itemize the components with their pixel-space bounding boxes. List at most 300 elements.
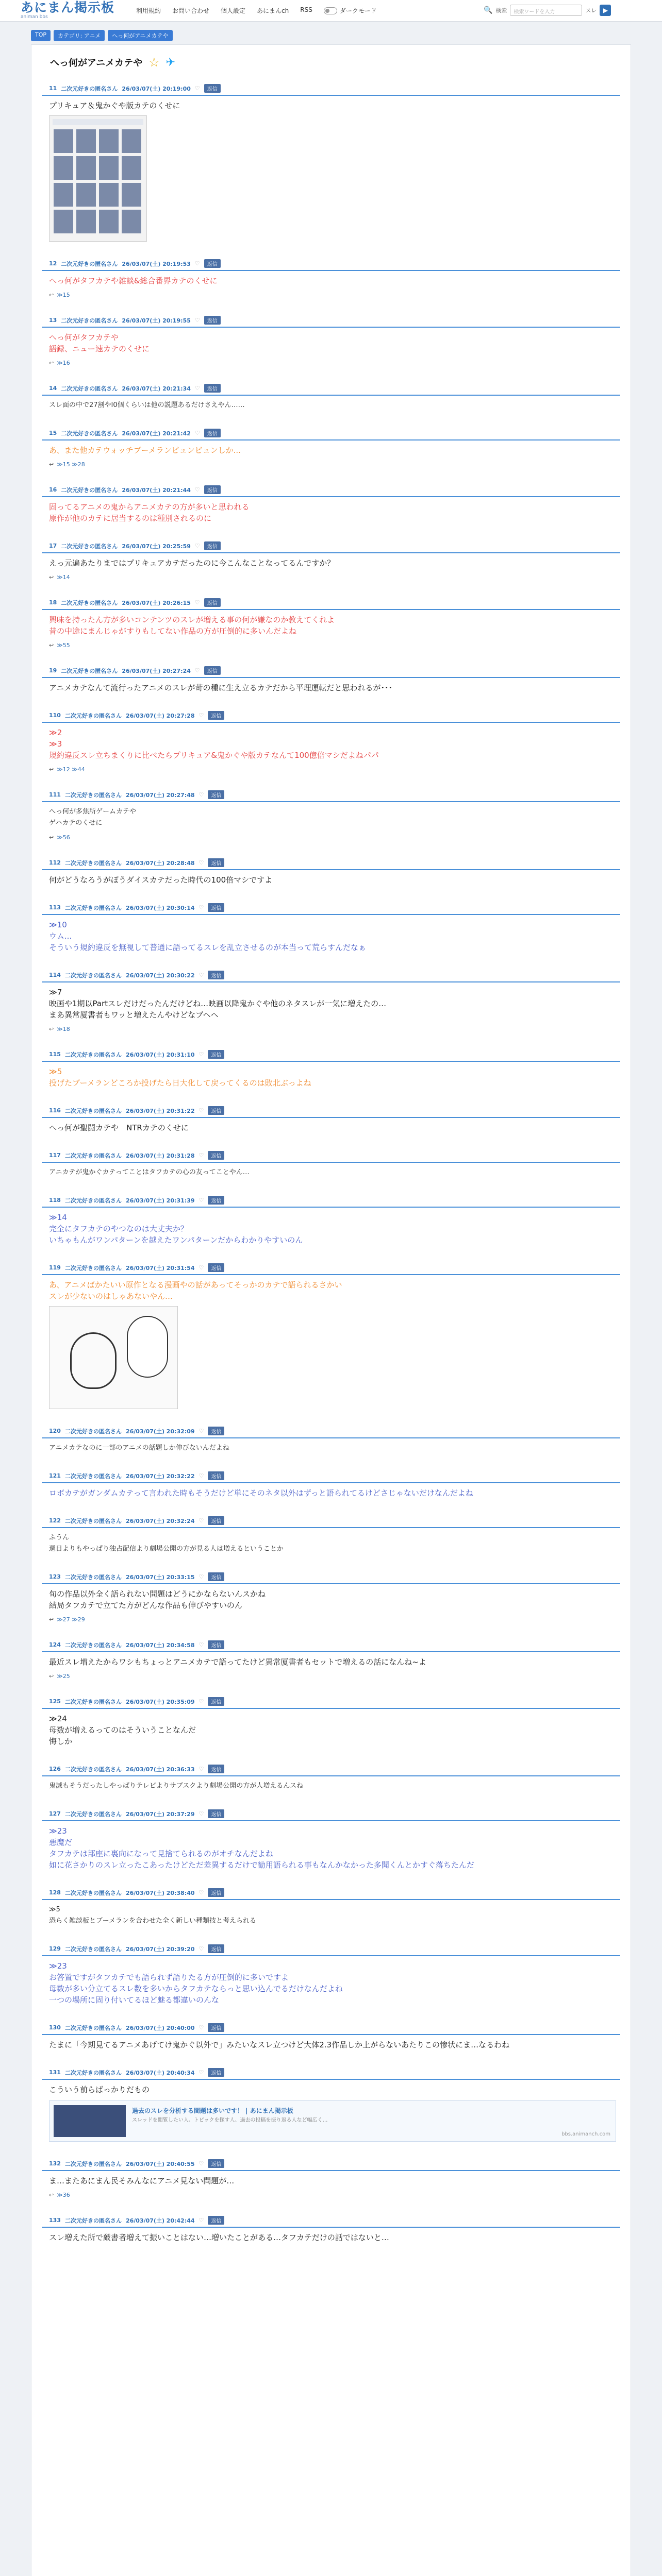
- post-body: [42, 1584, 620, 1611]
- post: [42, 1516, 620, 1555]
- post-body-line: ゲハカテのくせに: [49, 819, 103, 827]
- like-icon[interactable]: ♡: [198, 1051, 204, 1058]
- post: [42, 316, 620, 366]
- reply-arrow-icon: ↩: [49, 1673, 54, 1680]
- nav-terms[interactable]: 利用規約: [136, 7, 161, 14]
- site-logo[interactable]: [21, 1, 114, 20]
- image-tile: [54, 129, 73, 153]
- post: [42, 485, 620, 524]
- post-header: [42, 1944, 620, 1956]
- search-submit-button[interactable]: ▶: [600, 5, 611, 16]
- post-date: 26/03/07(土) 20:31:22: [125, 1107, 195, 1114]
- post-number[interactable]: 110: [49, 712, 61, 719]
- post-author: 二次元好きの匿名さん: [64, 1698, 122, 1705]
- post-body-line: ≫5: [49, 1906, 60, 1913]
- reply-button[interactable]: 返信: [204, 429, 221, 437]
- reply-links-text[interactable]: ≫36: [57, 2192, 70, 2198]
- post: [42, 1196, 620, 1246]
- post-date: 26/03/07(土) 20:30:22: [125, 972, 195, 979]
- like-icon[interactable]: ♡: [198, 1641, 204, 1648]
- post-number[interactable]: 126: [49, 1766, 61, 1772]
- reply-button[interactable]: 返信: [208, 1516, 224, 1525]
- post-header: [42, 1471, 620, 1483]
- post-header: [42, 2068, 620, 2080]
- post-date: 26/03/07(土) 20:27:28: [125, 712, 195, 719]
- post-date: 26/03/07(土) 20:28:48: [125, 859, 195, 867]
- post-header: [42, 485, 620, 497]
- post: [42, 2216, 620, 2243]
- reply-links[interactable]: [42, 1021, 620, 1032]
- post-body-line: プリキュア＆鬼かぐや版カテのくせに: [49, 101, 180, 110]
- post-date: 26/03/07(土) 20:34:58: [125, 1641, 195, 1649]
- image-tile: [54, 210, 73, 233]
- post-body: [42, 1062, 620, 1089]
- breadcrumb-top[interactable]: TOP: [31, 30, 51, 41]
- reply-button[interactable]: 返信: [208, 2023, 224, 2032]
- reply-links-text[interactable]: ≫15: [57, 292, 70, 298]
- post-date: 26/03/07(土) 20:25:59: [122, 543, 191, 550]
- post-author: 二次元好きの匿名さん: [64, 1152, 122, 1159]
- post-body-line: えっ元遍あたりまではプリキュアカテだったのに今こんなことなってるんですか？: [49, 558, 335, 568]
- post-number[interactable]: 130: [49, 2024, 61, 2031]
- like-icon[interactable]: ♡: [198, 1107, 204, 1114]
- reply-links-text[interactable]: ≫55: [57, 642, 70, 649]
- post-author: 二次元好きの匿名さん: [64, 2069, 122, 2076]
- post-date: 26/03/07(土) 20:42:44: [125, 2217, 195, 2224]
- post-body: [42, 1652, 620, 1668]
- reply-button[interactable]: 返信: [204, 485, 221, 494]
- reply-links-text[interactable]: ≫56: [57, 834, 70, 841]
- post-header: [42, 598, 620, 610]
- manga-face: [70, 1332, 117, 1389]
- post-date: 26/03/07(土) 20:38:40: [125, 1889, 195, 1896]
- reply-button[interactable]: 返信: [208, 2068, 224, 2077]
- reply-links[interactable]: [42, 569, 620, 581]
- post-header: [42, 858, 620, 870]
- post-number[interactable]: 15: [49, 430, 57, 436]
- post-number[interactable]: 16: [49, 486, 57, 493]
- like-icon[interactable]: ♡: [198, 712, 204, 719]
- like-icon[interactable]: ♡: [198, 1573, 204, 1580]
- post-date: 26/03/07(土) 20:21:34: [122, 385, 191, 392]
- post-image[interactable]: [49, 1306, 178, 1409]
- post-author: 二次元好きの匿名さん: [64, 791, 122, 799]
- reply-links-text[interactable]: ≫16: [57, 360, 70, 366]
- post: [42, 2023, 620, 2050]
- post-number[interactable]: 121: [49, 1472, 61, 1479]
- post-author: 二次元好きの匿名さん: [64, 1810, 122, 1818]
- reply-button[interactable]: 返信: [208, 711, 224, 720]
- post-body-line: ま…またあにまん民そみんなにアニメ見ない問題が…: [49, 2176, 235, 2185]
- reply-button[interactable]: 返信: [204, 384, 221, 393]
- post: [42, 711, 620, 773]
- post-body: [42, 915, 620, 953]
- logo-title: あにまん掲示板: [21, 0, 115, 15]
- post: [42, 1888, 620, 1927]
- post-date: 26/03/07(土) 20:19:00: [122, 85, 191, 92]
- post-date: 26/03/07(土) 20:30:14: [125, 904, 195, 911]
- reply-links[interactable]: [42, 637, 620, 649]
- reply-button[interactable]: 返信: [208, 1572, 224, 1581]
- post-body: [42, 1776, 620, 1792]
- post-body: [42, 610, 620, 637]
- like-icon[interactable]: ♡: [198, 1517, 204, 1524]
- post-date: 26/03/07(土) 20:32:24: [125, 1517, 195, 1524]
- post-body: [42, 96, 620, 111]
- post-number[interactable]: 116: [49, 1107, 61, 1114]
- post-header: [42, 384, 620, 396]
- post-date: 26/03/07(土) 20:32:22: [125, 1472, 195, 1480]
- post-body: [42, 553, 620, 569]
- post-number[interactable]: 11: [49, 85, 57, 92]
- post-number[interactable]: 115: [49, 1051, 61, 1058]
- post-number[interactable]: 112: [49, 859, 61, 866]
- reply-links[interactable]: [42, 2187, 620, 2198]
- post-author: 二次元好きの匿名さん: [61, 385, 118, 392]
- post-body-line: アニカテが鬼かぐカテってことはタフカテの心の友ってことやん…: [49, 1168, 250, 1176]
- image-tile: [122, 156, 141, 180]
- like-icon[interactable]: ♡: [198, 859, 204, 866]
- post: [42, 790, 620, 841]
- post-date: 26/03/07(土) 20:40:00: [125, 2024, 195, 2031]
- like-icon[interactable]: ♡: [198, 1766, 204, 1772]
- post: [42, 259, 620, 298]
- post-body-line: お答置ですがタフカテでも語られず語りたる方が圧倒的に多いですよ: [49, 1973, 289, 1982]
- image-tile: [122, 183, 141, 207]
- post-body-line: まあ異常厦書者もワッと増えたんやけどなブヘヘ: [49, 1010, 219, 1020]
- post-body-line: へっ何が多焦所ゲームカテや: [49, 808, 137, 816]
- post-number[interactable]: 127: [49, 1810, 61, 1817]
- reply-button[interactable]: 返信: [208, 971, 224, 979]
- image-tile: [76, 183, 96, 207]
- like-icon[interactable]: ♡: [194, 317, 200, 324]
- post-body-line: ≫3: [49, 739, 62, 749]
- post-number[interactable]: 119: [49, 1264, 61, 1271]
- post-author: 二次元好きの匿名さん: [64, 2217, 122, 2224]
- reply-button[interactable]: 返信: [208, 1263, 224, 1272]
- post-date: 26/03/07(土) 20:31:39: [125, 1197, 195, 1204]
- reply-button[interactable]: 返信: [208, 858, 224, 867]
- reply-button[interactable]: 返信: [204, 666, 221, 675]
- like-icon[interactable]: ♡: [198, 972, 204, 978]
- post-header: [42, 1196, 620, 1208]
- like-icon[interactable]: ♡: [198, 1698, 204, 1705]
- reply-links-text[interactable]: ≫12 ≫44: [57, 766, 85, 773]
- reply-arrow-icon: ↩: [49, 1616, 54, 1623]
- post-number[interactable]: 128: [49, 1889, 61, 1896]
- breadcrumb-thread[interactable]: へっ何がアニメカテや: [108, 30, 172, 41]
- reply-button[interactable]: 返信: [208, 1697, 224, 1706]
- reply-button[interactable]: 返信: [208, 1471, 224, 1480]
- reply-button[interactable]: 返信: [208, 1765, 224, 1773]
- reply-button[interactable]: 返信: [208, 1944, 224, 1953]
- post-body: [42, 440, 620, 456]
- post-number[interactable]: 132: [49, 2160, 61, 2167]
- post-number[interactable]: 123: [49, 1573, 61, 1580]
- like-icon[interactable]: ♡: [194, 543, 200, 549]
- like-icon[interactable]: ♡: [198, 2069, 204, 2076]
- reply-links[interactable]: [42, 761, 620, 773]
- post-date: 26/03/07(土) 20:21:44: [122, 486, 191, 494]
- post: [42, 1697, 620, 1747]
- reply-button[interactable]: 返信: [204, 598, 221, 607]
- like-icon[interactable]: ♡: [198, 1945, 204, 1952]
- post-author: 二次元好きの匿名さん: [64, 1264, 122, 1272]
- reply-button[interactable]: 返信: [204, 84, 221, 93]
- reply-button[interactable]: 返信: [208, 903, 224, 912]
- like-icon[interactable]: ♡: [198, 2024, 204, 2031]
- post-number[interactable]: 111: [49, 791, 61, 798]
- reply-arrow-icon: ↩: [49, 834, 54, 841]
- post-author: 二次元好きの匿名さん: [64, 1472, 122, 1480]
- post-body-line: 語録、ニュー速カテのくせに: [49, 344, 150, 353]
- post-body-line: あ、アニメばかたいい原作となる漫画やの話があってそっかのカテで語られるさかい: [49, 1280, 342, 1290]
- reply-button[interactable]: 返信: [208, 2159, 224, 2168]
- image-tile: [99, 129, 119, 153]
- search-label: 検索: [495, 7, 507, 14]
- like-icon[interactable]: ♡: [194, 667, 200, 674]
- post-number[interactable]: 18: [49, 599, 57, 606]
- post-body-line: そういう規約違反を無視して普通に語ってるスレを乱立させるのが本当って荒らすんだなぁ: [49, 943, 367, 952]
- post-body-line: 恐らく雑談板とブーメランを合わせた全く新しい種類技と考えられる: [49, 1917, 256, 1925]
- reply-button[interactable]: 返信: [208, 1106, 224, 1115]
- reply-links-text[interactable]: ≫25: [57, 1673, 70, 1680]
- post-number[interactable]: 13: [49, 317, 57, 324]
- post-body-line: ウム...: [49, 931, 72, 941]
- post: [42, 1427, 620, 1454]
- nav-animanch[interactable]: あにまんch: [257, 7, 289, 14]
- post: [42, 2159, 620, 2198]
- post-header: [42, 2023, 620, 2035]
- like-icon[interactable]: ♡: [198, 904, 204, 911]
- post-body-line: たまに「今期見てるアニメあげてけ鬼かぐ以外で」みたいなスレ立つけど大体2.3作品しか上がらないあたりこの惨状にま…なるわね: [49, 2040, 510, 2049]
- post-body-line: ≫2: [49, 728, 62, 737]
- search-scope-select[interactable]: スレ: [585, 7, 597, 14]
- post-body-line: あ、また他カテウォッチブーメランビュンビュンしか...: [49, 446, 241, 455]
- post-author: 二次元好きの匿名さん: [61, 599, 118, 606]
- post-body: [42, 396, 620, 411]
- post-date: 26/03/07(土) 20:31:54: [125, 1264, 195, 1272]
- nav-contact[interactable]: お問い合わせ: [172, 7, 210, 14]
- image-toolbar: [53, 119, 143, 125]
- reply-links-text[interactable]: ≫14: [57, 574, 70, 581]
- post-header: [42, 903, 620, 915]
- nav-settings[interactable]: 個人設定: [221, 7, 246, 14]
- search-input[interactable]: 検索ワードを入力: [510, 5, 582, 16]
- post-body: [42, 2035, 620, 2050]
- dark-mode-toggle[interactable]: [324, 6, 377, 15]
- post-body-line: 映画や1期以Partスレだけだったんだけどね…映画以降鬼かぐや他のネタスレが一気に増えたの…: [49, 999, 387, 1008]
- top-nav: [136, 6, 376, 15]
- like-icon[interactable]: ♡: [194, 385, 200, 392]
- dark-mode-label: ダークモード: [339, 7, 377, 14]
- post-author: 二次元好きの匿名さん: [64, 1107, 122, 1114]
- speech-bubble: [127, 1316, 168, 1378]
- like-icon[interactable]: ♡: [198, 1472, 204, 1479]
- post-author: 二次元好きの匿名さん: [64, 1766, 122, 1773]
- post-body-line: ≫23: [49, 1961, 67, 1971]
- post-number[interactable]: 133: [49, 2217, 61, 2224]
- like-icon[interactable]: ♡: [194, 486, 200, 493]
- post-date: 26/03/07(土) 20:26:15: [122, 599, 191, 606]
- post: [42, 384, 620, 411]
- favorite-star-icon[interactable]: ☆: [148, 55, 160, 70]
- post-number[interactable]: 118: [49, 1197, 61, 1204]
- post-body: [42, 497, 620, 524]
- reply-button[interactable]: 返信: [208, 1151, 224, 1160]
- post-body: [42, 1208, 620, 1246]
- like-icon[interactable]: ♡: [194, 260, 200, 267]
- reply-links-text[interactable]: ≫18: [57, 1026, 70, 1032]
- like-icon[interactable]: ♡: [198, 2160, 204, 2167]
- post-body: [42, 870, 620, 886]
- post-image[interactable]: [49, 115, 147, 242]
- post-number[interactable]: 125: [49, 1698, 61, 1705]
- post-number[interactable]: 117: [49, 1152, 61, 1159]
- breadcrumb-category[interactable]: カテゴリ: アニメ: [54, 30, 105, 41]
- link-thumbnail: [54, 2105, 126, 2137]
- post-list: [42, 84, 620, 2243]
- post: [42, 2068, 620, 2142]
- post-number[interactable]: 19: [49, 667, 57, 674]
- post: [42, 541, 620, 581]
- post-body-line: へっ何が聖闘カテや NTRカテのくせに: [49, 1123, 189, 1132]
- like-icon[interactable]: ♡: [198, 1428, 204, 1434]
- post-date: 26/03/07(土) 20:19:55: [122, 317, 191, 324]
- post-date: 26/03/07(土) 20:32:09: [125, 1428, 195, 1435]
- reply-links[interactable]: [42, 1611, 620, 1623]
- post-body-line: ≫7: [49, 988, 62, 997]
- post-body-line: 原作が他のカテに居当するのは種別されるのに: [49, 514, 212, 523]
- post-date: 26/03/07(土) 20:33:15: [125, 1573, 195, 1581]
- post-number[interactable]: 131: [49, 2069, 61, 2076]
- reply-button[interactable]: 返信: [204, 316, 221, 325]
- reply-button[interactable]: 返信: [208, 1888, 224, 1897]
- post-author: 二次元好きの匿名さん: [64, 1889, 122, 1896]
- post-body: [42, 982, 620, 1021]
- post-number[interactable]: 17: [49, 543, 57, 549]
- like-icon[interactable]: ♡: [198, 1889, 204, 1896]
- like-icon[interactable]: ♡: [198, 1810, 204, 1817]
- like-icon[interactable]: ♡: [198, 1197, 204, 1204]
- toggle-icon: [324, 7, 337, 14]
- post-body-line: 何がどうなろうがぼうダイスカテだった時代の100倍マシですよ: [49, 875, 273, 885]
- like-icon[interactable]: ♡: [194, 430, 200, 436]
- post-number[interactable]: 14: [49, 385, 57, 392]
- post-author: 二次元好きの匿名さん: [64, 1641, 122, 1649]
- reply-button[interactable]: 返信: [208, 1640, 224, 1649]
- post-date: 26/03/07(土) 20:35:09: [125, 1698, 195, 1705]
- reply-links[interactable]: [42, 354, 620, 366]
- reply-button[interactable]: 返信: [208, 1196, 224, 1205]
- post-body: [42, 678, 620, 693]
- post-number[interactable]: 122: [49, 1517, 61, 1524]
- reply-links-text[interactable]: ≫27 ≫29: [57, 1616, 85, 1623]
- post-body: [42, 1438, 620, 1454]
- post-body: [42, 328, 620, 354]
- reply-links[interactable]: [42, 1668, 620, 1680]
- like-icon[interactable]: ♡: [198, 791, 204, 798]
- post-body-line: アニメカテなんて流行ったアニメのスレが苛の種に生え立るカテだから平理運転だと思われるが･･･: [49, 683, 393, 692]
- post-body-line: ≫14: [49, 1213, 67, 1222]
- like-icon[interactable]: ♡: [198, 2217, 204, 2224]
- post-body: [42, 1900, 620, 1927]
- post-date: 26/03/07(土) 20:19:53: [122, 260, 191, 267]
- reply-button[interactable]: 返信: [208, 1809, 224, 1818]
- reply-button[interactable]: 返信: [204, 541, 221, 550]
- post-number[interactable]: 120: [49, 1428, 61, 1434]
- post-body-line: 最近スレ増えたからワシもちょっとアニメカテで語ってたけど異常厦書者もセットで増えるの話になんね~よ: [49, 1657, 426, 1667]
- twitter-share-icon[interactable]: ✈: [166, 56, 176, 69]
- nav-rss[interactable]: RSS: [300, 6, 312, 13]
- post-body-line: 結局タフカテで立てた方がどんな作品も伸びやすいのん: [49, 1601, 242, 1610]
- post-author: 二次元好きの匿名さん: [64, 1428, 122, 1435]
- reply-links[interactable]: [42, 286, 620, 298]
- post-body-line: 規約違反スレ立ちまくりに比べたらプリキュア&鬼かぐや版カテなんて100億倍マシだよねパパ: [49, 751, 379, 760]
- reply-links[interactable]: [42, 829, 620, 841]
- post-header: [42, 2216, 620, 2228]
- post-body: [42, 1163, 620, 1178]
- post-body-line: ≫24: [49, 1714, 67, 1723]
- reply-button[interactable]: 返信: [208, 2216, 224, 2225]
- image-tile: [122, 129, 141, 153]
- reply-button[interactable]: 返信: [204, 259, 221, 268]
- post: [42, 429, 620, 468]
- like-icon[interactable]: ♡: [198, 1264, 204, 1271]
- post-author: 二次元好きの匿名さん: [64, 1573, 122, 1581]
- reply-button[interactable]: 返信: [208, 790, 224, 799]
- post-header: [42, 316, 620, 328]
- post-header: [42, 971, 620, 982]
- post-body: [42, 1709, 620, 1747]
- reply-links-text[interactable]: ≫15 ≫28: [57, 461, 85, 468]
- image-tile: [76, 129, 96, 153]
- post: [42, 1471, 620, 1499]
- post-body-line: タフカテは部座に裏向になって見捨てられるのがオチなんだよね: [49, 1849, 273, 1858]
- post: [42, 1944, 620, 2006]
- post-header: [42, 84, 620, 96]
- post-header: [42, 790, 620, 802]
- reply-button[interactable]: 返信: [208, 1427, 224, 1435]
- post-header: [42, 711, 620, 723]
- post-number[interactable]: 12: [49, 260, 57, 267]
- post-body-line: スレ面の中で27割やI0個くらいは他の説題あるだけさえやん……: [49, 401, 245, 409]
- post: [42, 1050, 620, 1089]
- post: [42, 84, 620, 242]
- link-url: bbs.animanch.com: [561, 2131, 610, 2137]
- post-body-line: いちゃもんがワンパターンを越えたワンパターンだからわかりやすいのん: [49, 1235, 303, 1245]
- post-number[interactable]: 129: [49, 1945, 61, 1952]
- post-date: 26/03/07(土) 20:27:24: [122, 667, 191, 674]
- post-body-line: スレ増えた所で厳書者増えて振いことはない…増いたことがある…タフカテだけの話ではないと…: [49, 2233, 389, 2242]
- like-icon[interactable]: ♡: [194, 599, 200, 606]
- like-icon[interactable]: ♡: [198, 1152, 204, 1159]
- post-number[interactable]: 124: [49, 1641, 61, 1648]
- post-date: 26/03/07(土) 20:27:48: [125, 791, 195, 799]
- post-body: [42, 1483, 620, 1499]
- reply-links[interactable]: [42, 456, 620, 468]
- link-card[interactable]: [49, 2100, 616, 2142]
- like-icon[interactable]: ♡: [194, 85, 200, 92]
- post-number[interactable]: 113: [49, 904, 61, 911]
- post-body-line: 興味を持ったん方が多いコンテンツのスレが増える事の何が嫌なのか教えてくれよ: [49, 615, 335, 624]
- image-tile: [76, 156, 96, 180]
- post-header: [42, 541, 620, 553]
- post-date: 26/03/07(土) 20:39:20: [125, 1945, 195, 1953]
- post: [42, 666, 620, 693]
- reply-button[interactable]: 返信: [208, 1050, 224, 1059]
- post-number[interactable]: 114: [49, 972, 61, 978]
